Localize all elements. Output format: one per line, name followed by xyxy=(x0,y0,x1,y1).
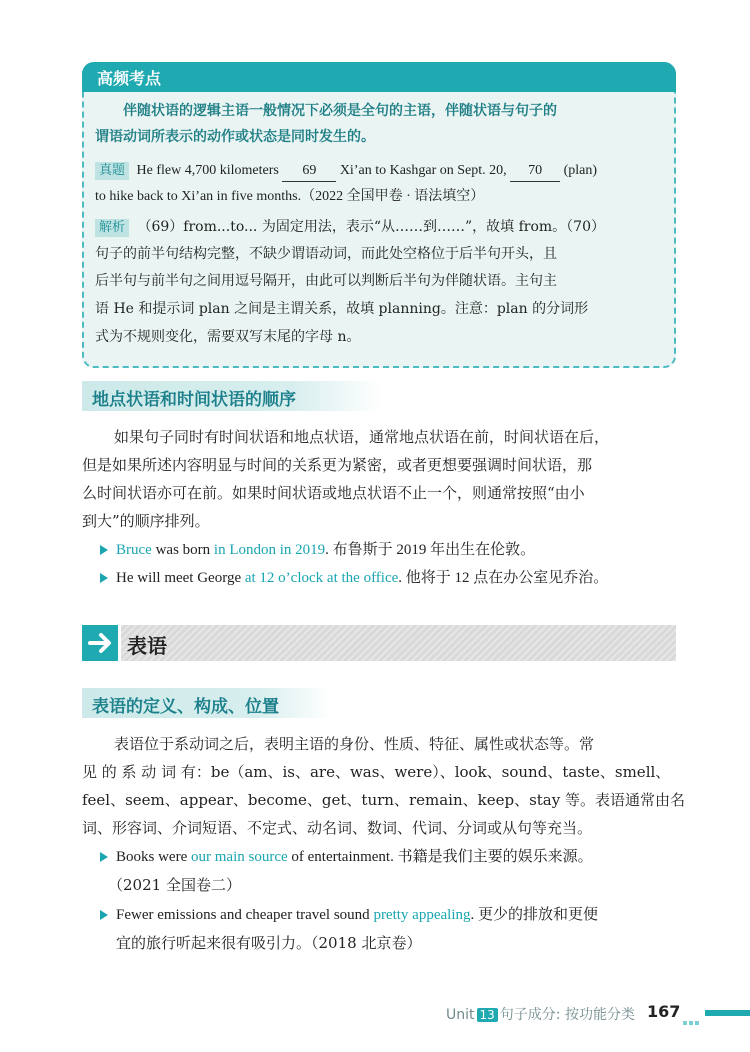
key-point-title: 高频考点 xyxy=(97,69,162,88)
chapter-heading xyxy=(121,625,676,661)
section-title: 地点状语和时间状语的顺序 xyxy=(92,390,296,410)
example-sentence-cont: 宜的旅行听起来很有吸引力。（2018 北京卷） xyxy=(116,934,422,952)
example-sentence: Fewer emissions and cheaper travel sound pretty appealing. 更少的排放和更便 xyxy=(116,907,598,923)
paragraph: 表语位于系动词之后，表明主语的身份、性质、特征、属性或状态等。常 xyxy=(114,735,595,753)
bullet-triangle-icon xyxy=(100,852,108,862)
paragraph: feel、seem、appear、become、get、turn、remain、keep、stay 等。表语通常由名 xyxy=(82,791,685,809)
paragraph: 如果句子同时有时间状语和地点状语，通常地点状语在前，时间状语在后， xyxy=(114,428,610,446)
bullet-triangle-icon xyxy=(100,910,108,920)
example-source: （2021 全国卷二） xyxy=(108,876,241,894)
analysis-line-5: 式为不规则变化，需要双写末尾的字母 n。 xyxy=(95,329,361,345)
analysis-line-2: 句子的前半句结构完整，不缺少谓语动词，而此处空格位于后半句开头，且 xyxy=(95,246,557,262)
arrow-right-icon xyxy=(82,625,118,661)
section-header-order xyxy=(82,381,382,411)
unit-number: 13 xyxy=(477,1008,498,1022)
rule-line-2: 谓语动词所表示的动作或状态是同时发生的。 xyxy=(95,129,375,145)
chapter-title: 表语 xyxy=(127,634,167,658)
paragraph: 到大”的顺序排列。 xyxy=(82,512,210,530)
rule-line-1: 伴随状语的逻辑主语一般情况下必须是全句的主语，伴随状语与句子的 xyxy=(123,103,557,119)
section-title: 表语的定义、构成、位置 xyxy=(92,697,279,717)
footer-bar xyxy=(705,1010,750,1016)
exam-tag: 真题 xyxy=(95,162,129,180)
bullet-triangle-icon xyxy=(100,545,108,555)
running-footer: Unit 13 句子成分: 按功能分类 xyxy=(446,1007,635,1023)
blank-69: 69 xyxy=(282,161,336,182)
page-number: 167 xyxy=(647,1002,681,1021)
paragraph: 词、形容词、介词短语、不定式、动名词、数词、代词、分词或从句等充当。 xyxy=(82,819,593,837)
analysis-line-1: 解析 （69）from...to... 为固定用法，表示“从……到……”，故填 from。（70） xyxy=(95,217,605,237)
example-sentence: He will meet George at 12 o’clock at the office. 他将于 12 点在办公室见乔治。 xyxy=(116,570,609,586)
example-sentence: Books were our main source of entertainment. 书籍是我们主要的娱乐来源。 xyxy=(116,849,593,865)
paragraph: 但是如果所述内容明显与时间的关系更为紧密，或者更想要强调时间状语，那 xyxy=(82,456,593,474)
decorative-dots xyxy=(683,1010,701,1029)
analysis-line-3: 后半句与前半句之间用逗号隔开，由此可以判断后半句为伴随状语。主句主 xyxy=(95,273,557,289)
key-point-header xyxy=(82,62,676,92)
paragraph: 见 的 系 动 词 有：be（am、is、are、was、were）、look、sound、taste、smell、 xyxy=(82,763,671,781)
exam-line-2: to hike back to Xi’an in five months.（2022 全国甲卷 · 语法填空） xyxy=(95,189,485,204)
bullet-triangle-icon xyxy=(100,573,108,583)
analysis-line-4: 语 He 和提示词 plan 之间是主谓关系，故填 planning。注意：plan 的分词形 xyxy=(95,301,589,317)
exam-line-1: 真题 He flew 4,700 kilometers 69 Xi’an to Kashgar on Sept. 20, 70 (plan) xyxy=(95,161,597,182)
analysis-tag: 解析 xyxy=(95,219,129,237)
paragraph: 么时间状语亦可在前。如果时间状语或地点状语不止一个，则通常按照“由小 xyxy=(82,484,585,502)
example-sentence: Bruce was born in London in 2019. 布鲁斯于 2019 年出生在伦敦。 xyxy=(116,542,536,558)
section-header-definition xyxy=(82,688,332,718)
blank-70: 70 xyxy=(510,161,560,182)
